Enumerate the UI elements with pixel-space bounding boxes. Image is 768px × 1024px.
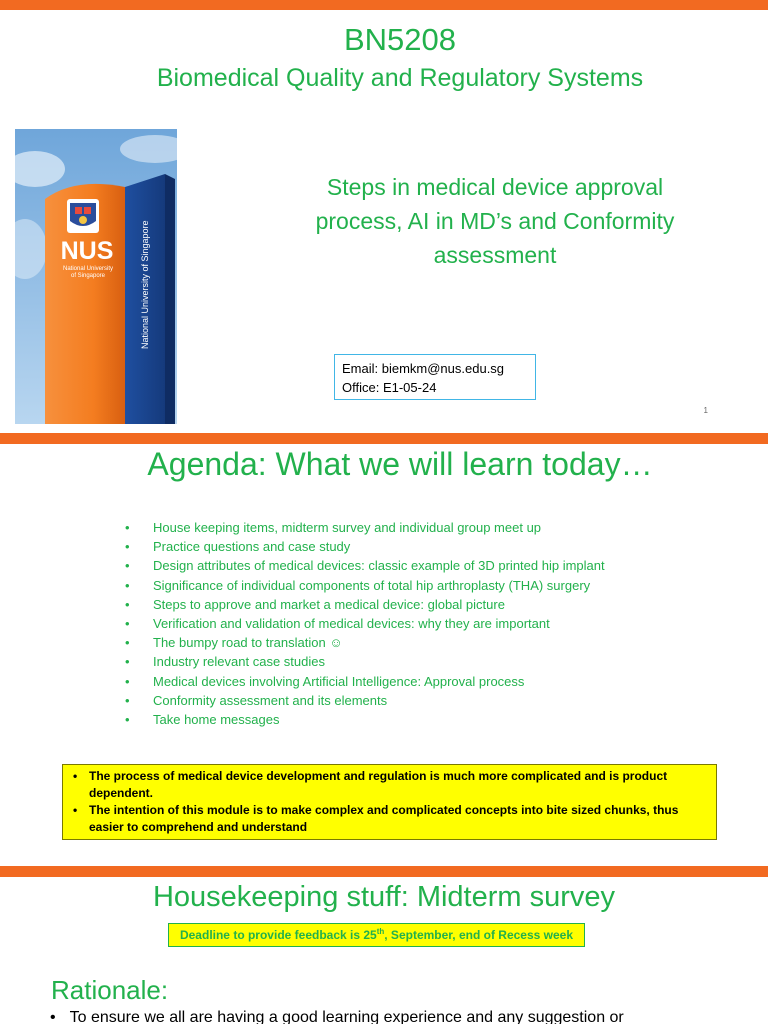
note-item: • The process of medical device development and regulation is much more complicated and is product dependent.: [73, 768, 708, 802]
list-item: • The bumpy road to translation ☺: [125, 633, 605, 652]
nus-logo-subtext: [47, 266, 129, 280]
course-title: Biomedical Quality and Regulatory Systems: [156, 64, 644, 92]
contact-office: Office: E1-05-24: [342, 380, 437, 395]
list-item: • Practice questions and case study: [125, 537, 605, 556]
contact-box: [334, 354, 536, 400]
deadline-ordinal: th: [376, 927, 385, 936]
deadline-text-end: , September, end of Recess week: [384, 928, 574, 942]
rationale-heading: Rationale:: [51, 975, 169, 1005]
tower-vertical-text: National University of Singapore: [140, 220, 150, 349]
nus-logo-subtext-line1: National University: [62, 266, 114, 272]
list-item: • Design attributes of medical devices: classic example of 3D printed hip implant: [125, 556, 605, 575]
list-item: • Medical devices involving Artificial Intelligence: Approval process: [125, 672, 605, 691]
agenda-title: Agenda: What we will learn today…: [147, 446, 653, 482]
list-item: • Conformity assessment and its elements: [125, 691, 605, 710]
top-accent-bar: [0, 0, 768, 10]
contact-email: Email: biemkm@nus.edu.sg: [342, 361, 505, 376]
housekeeping-slide: [0, 866, 768, 1024]
list-item: • Verification and validation of medical devices: why they are important: [125, 614, 605, 633]
deadline-banner: [168, 923, 585, 947]
nus-logo-text: NUS: [60, 237, 114, 265]
deadline-text: Deadline to provide feedback is 25: [179, 928, 377, 942]
nus-tower-photo: [15, 129, 177, 424]
list-item: • Significance of individual components of total hip arthroplasty (THA) surgery: [125, 576, 605, 595]
note-item: • The intention of this module is to make complex and complicated concepts into bite sized chunks, thus easier to comprehend and understand: [73, 802, 708, 836]
agenda-list: [125, 518, 605, 729]
list-item: • House keeping items, midterm survey and individual group meet up: [125, 518, 605, 537]
agenda-slide: [0, 433, 768, 866]
course-code: BN5208: [343, 22, 457, 57]
title-slide: [0, 0, 768, 433]
list-item: • Steps to approve and market a medical device: global picture: [125, 595, 605, 614]
highlight-note-box: [62, 764, 717, 840]
list-item: • Industry relevant case studies: [125, 652, 605, 671]
bullet-icon: •: [50, 1009, 56, 1024]
rationale-item: [50, 1009, 624, 1024]
slide-subtitle: Steps in medical device approval process, AI in MD’s and Conformity assessment: [315, 174, 675, 268]
nus-logo-subtext-line2: of Singapore: [70, 273, 106, 279]
agenda-accent-bar: [0, 433, 768, 444]
page-number: 1: [703, 406, 708, 415]
housekeeping-accent-bar: [0, 866, 768, 877]
rationale-text: To ensure we all are having a good learning experience and any suggestion or: [69, 1009, 624, 1024]
housekeeping-title: Housekeeping stuff: Midterm survey: [152, 881, 616, 913]
list-item: • Take home messages: [125, 710, 605, 729]
